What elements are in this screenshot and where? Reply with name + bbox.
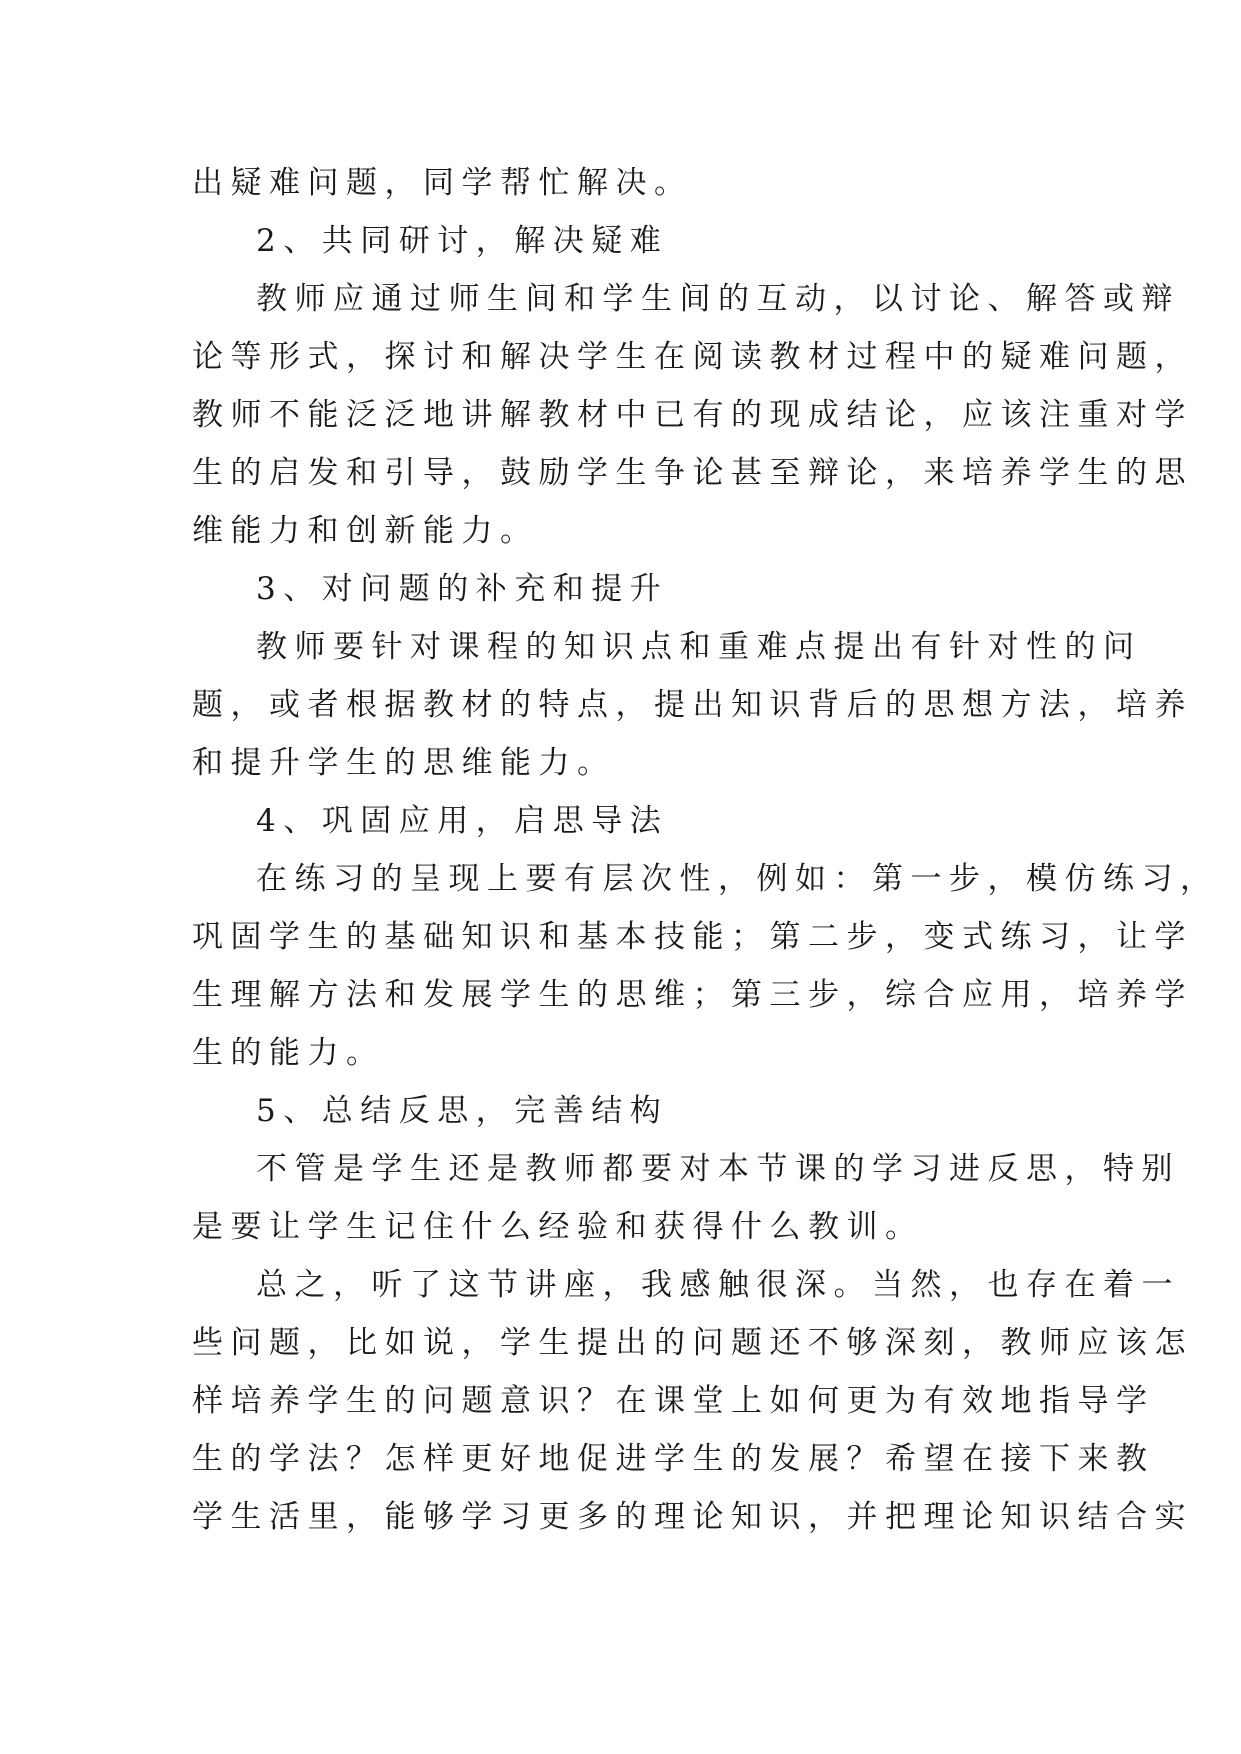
text-line: 生的启发和引导，鼓励学生争论甚至辩论，来培养学生的思 — [192, 455, 1193, 491]
section-heading: 5、总结反思，完善结构 — [256, 1093, 669, 1129]
text-line: 生的学法？怎样更好地促进学生的发展？希望在接下来教 — [192, 1441, 1155, 1477]
text-line: 些问题，比如说，学生提出的问题还不够深刻，教师应该怎 — [192, 1325, 1193, 1361]
section-heading: 2、共同研讨，解决疑难 — [256, 223, 669, 259]
text-line: 是要让学生记住什么经验和获得什么教训。 — [192, 1209, 924, 1245]
text-line: 和提升学生的思维能力。 — [192, 745, 616, 781]
text-line: 样培养学生的问题意识？在课堂上如何更为有效地指导学 — [192, 1383, 1155, 1419]
text-line: 不管是学生还是教师都要对本节课的学习进反思，特别 — [256, 1151, 1180, 1187]
text-line: 教师不能泛泛地讲解教材中已有的现成结论，应该注重对学 — [192, 397, 1193, 433]
text-line: 巩固学生的基础知识和基本技能；第二步，变式练习，让学 — [192, 919, 1193, 955]
text-line: 题，或者根据教材的特点，提出知识背后的思想方法，培养 — [192, 687, 1193, 723]
text-line: 学生活里，能够学习更多的理论知识，并把理论知识结合实 — [192, 1499, 1193, 1535]
text-line: 总之，听了这节讲座，我感触很深。当然，也存在着一 — [256, 1267, 1180, 1303]
text-line: 生的能力。 — [192, 1035, 385, 1071]
text-line: 论等形式，探讨和解决学生在阅读教材过程中的疑难问题， — [192, 339, 1193, 375]
text-line: 生理解方法和发展学生的思维；第三步，综合应用，培养学 — [192, 977, 1193, 1013]
text-line: 维能力和创新能力。 — [192, 513, 539, 549]
text-line: 出疑难问题，同学帮忙解决。 — [192, 165, 693, 201]
text-line: 教师应通过师生间和学生间的互动，以讨论、解答或辩 — [256, 281, 1180, 317]
section-heading: 4、巩固应用，启思导法 — [256, 803, 669, 839]
section-heading: 3、对问题的补充和提升 — [256, 571, 669, 607]
text-line: 在练习的呈现上要有层次性，例如：第一步，模仿练习， — [256, 861, 1219, 897]
text-line: 教师要针对课程的知识点和重难点提出有针对性的问 — [256, 629, 1142, 665]
